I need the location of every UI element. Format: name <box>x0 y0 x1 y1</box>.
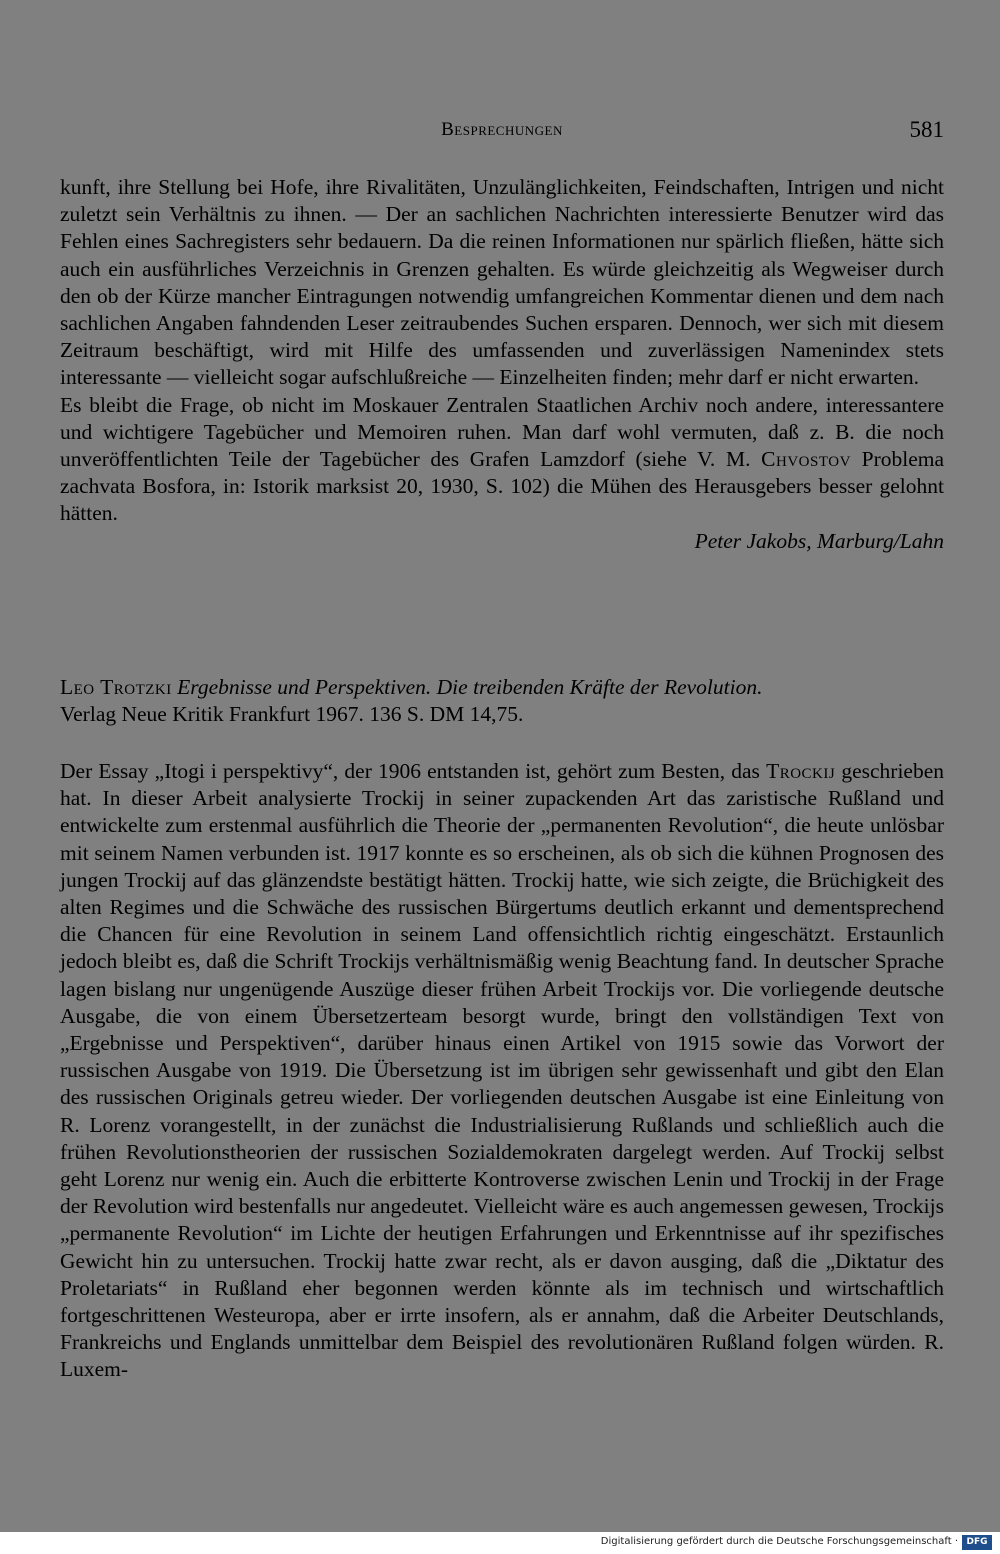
review2-text-after: geschrieben hat. In dieser Arbeit analysierte Trockij in seiner zupackenden Art das zaristische Rußland und entwickelte zum erstenmal ausführlich die Theorie der „permanenten Revolution“, die heute unlösbar mit seinem Namen verbunden ist. 1917 konnte es so erscheinen, als ob sich die kühnen Prognosen des jungen Trockij auf das glänzendste bestätigt hätten. Trockij hatte, wie sich zeigte, die Brüchigkeit des alten Regimes und die Schwäche des russischen Bürgertums deutlich erkannt und dementsprechend die Chancen für eine Revolution in seinem Land offensichtlich richtig eingeschätzt. Erstaunlich jedoch bleibt es, daß die Schrift Trockijs verhältnismäßig wenig Beachtung fand. In deutscher Sprache lagen bislang nur ungenügende Auszüge dieser frühen Arbeit Trockijs vor. Die vorliegende deutsche Ausgabe, die von einem Übersetzerteam besorgt wurde, bringt den vollständigen Text von „Ergebnisse und Perspektiven“, darüber hinaus einen Artikel von 1915 sowie das Vorwort der russischen Ausgabe von 1919. Die Übersetzung ist im übrigen sehr gewissenhaft und gibt den Elan des russischen Originals getreu wieder. Der vorliegenden deutschen Ausgabe ist eine Einleitung von R. Lorenz vorangestellt, in der zunächst die Industrialisierung Rußlands und schließlich auch die frühen Revolutionstheorien der russischen Sozialdemokraten dargelegt werden. Auf Trockij selbst geht Lorenz nur wenig ein. Auch die erbitterte Kontroverse zwischen Lenin und Trockij in der Frage der Revolution wird bestenfalls nur angedeutet. Vielleicht wäre es auch angemessen gewesen, Trockijs „permanente Revolution“ im Lichte der heutigen Erfahrungen und Erkenntnisse auf ihr spezifisches Gewicht hin zu untersuchen. Trockij hatte zwar recht, als er davon ausging, daß die „Diktatur des Proletariats“ in Rußland eher begonnen werden könnte als im technisch und wirtschaftlich fortgeschrittenen Westeuropa, aber er irrte insofern, als er annahm, daß die Arbeiter Deutschlands, Frankreichs und Englands unmittelbar dem Beispiel des revolutionären Rußland folgen würden. R. Luxem- <box>60 759 945 1382</box>
review1-paragraph-1: kunft, ihre Stellung bei Hofe, ihre Rivalitäten, Unzulänglichkeiten, Feindschaften, Intrigen und nicht zuletzt sein Verhältnis zu ihnen. — Der an sachlichen Nachrichten interessierte Benutzer wird das Fehlen eines Sachregisters sehr bedauern. Da die reinen Informationen nur spärlich fließen, hätte sich auch ein ausführliches Verzeichnis in Grenzen gehalten. Es würde gleichzeitig als Wegweiser durch den ob der Kürze mancher Eintragungen notwendig umfangreichen Kommentar dienen und dem nach sachlichen Angaben fahndenden Leser zeitraubendes Suchen ersparen. Dennoch, wer sich mit diesem Zeitraum beschäftigt, wird mit Hilfe des umfassenden und zuverlässigen Namenindex stets interessante — vielleicht sogar aufschlußreiche — Einzelheiten finden; mehr darf er nicht erwarten. <box>60 175 944 390</box>
review1-p2-text-before: Es bleibt die Frage, ob nicht im Moskauer Zentralen Staatlichen Archiv noch andere, interessantere und wichtigere Tagebücher und Memoiren ruhen. Man darf wohl vermuten, daß z. B. die noch unveröffentlichten Teile der Tagebücher des Grafen Lamzdorf (siehe V. M. <box>60 392 944 472</box>
running-title: Besprechungen <box>441 119 563 140</box>
review2-paragraph <box>60 758 944 1384</box>
page-number: 581 <box>909 117 944 142</box>
review2-author: Trockij <box>766 759 836 783</box>
review-trotzki <box>60 758 944 1384</box>
dfg-logo: DFG <box>962 1535 992 1550</box>
review2-text-before: Der Essay „Itogi i perspektivy“, der 1906 entstanden ist, gehört zum Besten, das <box>60 759 760 783</box>
reviewer-signature: Peter Jakobs, Marburg/Lahn <box>694 528 944 553</box>
review1-p2-text-after: Problema zachvata Bosfora, in: Istorik marksist 20, 1930, S. 102) die Mühen des Herausgebers besser gelohnt hätten. <box>60 447 945 526</box>
book-title: Ergebnisse und Perspektiven. Die treibenden Kräfte der Revolution. <box>177 675 763 699</box>
review1-paragraph-2 <box>60 392 944 528</box>
footer-funding-text: Digitalisierung gefördert durch die Deutsche Forschungsgemeinschaft · <box>600 1536 958 1547</box>
book-author: Leo Trotzki <box>60 675 172 699</box>
book-citation <box>60 674 944 728</box>
review-previous-continuation <box>60 174 944 555</box>
running-head <box>60 116 944 146</box>
review1-p2-author: Chvostov <box>761 447 851 472</box>
footer-bar <box>0 1532 1000 1554</box>
book-imprint: Verlag Neue Kritik Frankfurt 1967. 136 S. DM 14,75. <box>60 702 524 727</box>
book-citation-line <box>60 674 944 728</box>
